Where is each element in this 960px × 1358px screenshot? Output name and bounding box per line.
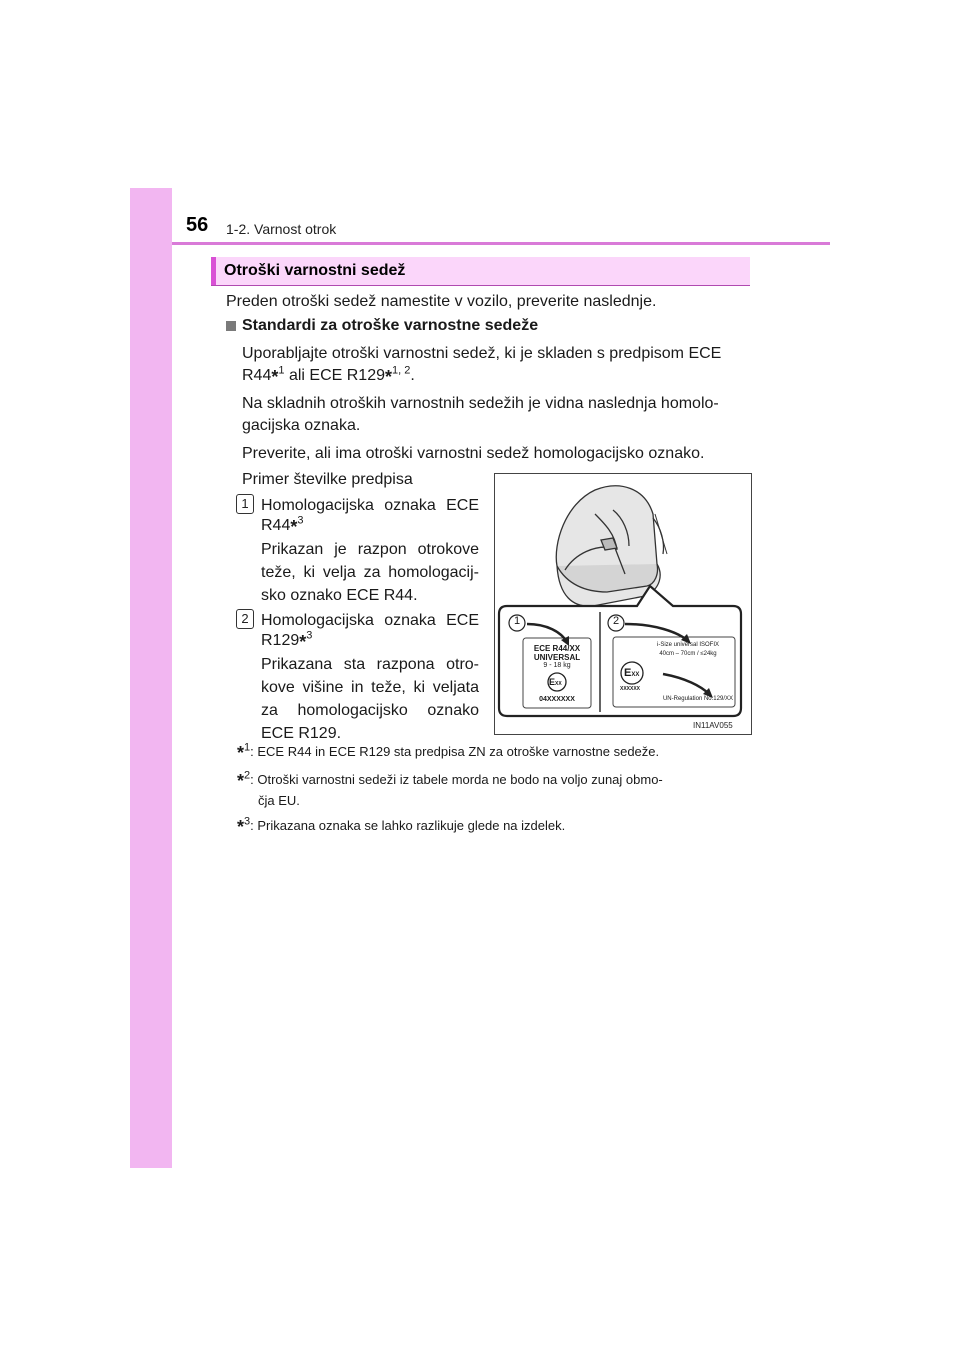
label2-emark-icon: EXX — [624, 667, 640, 679]
section-title-rule — [211, 285, 750, 286]
item2-desc-line4: ECE R129. — [261, 725, 342, 742]
para2-line2: gacijska oznaka. — [242, 417, 361, 434]
item1-desc-line2: teže, ki velja za homologacij- — [261, 564, 479, 581]
item2-desc-line3: za homologacijsko oznako — [261, 702, 479, 719]
page-number: 56 — [186, 214, 209, 236]
footnote-2-cont: čja EU. — [258, 793, 300, 808]
para3: Preverite, ali ima otroški varnostni sedež homologacijsko oznako. — [242, 445, 705, 462]
child-seat-figure — [494, 473, 752, 735]
label2-regulation: UN-Regulation No.129/XX — [662, 696, 733, 702]
section-title-accent — [211, 257, 216, 285]
label1-number: 04XXXXXX — [539, 696, 575, 703]
item2-desc-line1: Prikazana sta razpona otro- — [261, 656, 479, 673]
label1-emark-icon: EXX — [549, 677, 562, 687]
intro-text: Preden otroški sedež namestite v vozilo, preverite naslednje. — [226, 293, 657, 310]
label1-line1: ECE R44/XX — [533, 644, 581, 653]
child-seat-illustration — [495, 474, 751, 734]
footnote-3: *$^3$: Prikazana oznaka se lahko razlikuje glede na izdelek. — [237, 815, 566, 837]
label2-line1: i-Size universal ISOFIX — [656, 642, 720, 648]
footnote-1: *$^1$: ECE R44 in ECE R129 sta predpisa ZN za otroške varnostne sedeže. — [237, 741, 660, 763]
figure-code: IN11AV055 — [693, 721, 733, 730]
label2-line2: 40cm – 70cm / ≤24kg — [659, 651, 717, 657]
footnote-2: *$^2$: Otroški varnostni sedeži iz tabele morda ne bodo na voljo zunaj obmo- — [237, 769, 663, 791]
item1-desc-line1: Prikazan je razpon otrokove — [261, 541, 479, 558]
para1-line1: Uporabljajte otroški varnostni sedež, ki je skladen s predpisom ECE — [242, 345, 722, 362]
item2-desc-line2: kove višine in teže, ki veljata — [261, 679, 479, 696]
section-path: 1-2. Varnost otrok — [226, 221, 337, 237]
header-rule — [172, 242, 830, 245]
item1-desc-line3: sko oznako ECE R44. — [261, 587, 418, 604]
chapter-sidebar — [130, 188, 172, 1168]
label2-number: XXXXXX — [620, 686, 641, 692]
subheading: Standardi za otroške varnostne sedeže — [242, 317, 539, 334]
label1-line3: 9 - 18 kg — [543, 662, 571, 669]
item2-title: Homologacijska oznaka ECE — [261, 612, 479, 629]
example-label: Primer številke predpisa — [242, 471, 413, 488]
item-number-2: 2 — [236, 609, 254, 629]
item-number-1: 1 — [236, 494, 254, 514]
item1-title-line2: R44*$^3$ — [261, 514, 304, 537]
para2-line1: Na skladnih otroških varnostnih sedežih je vidna naslednja homolo- — [242, 395, 719, 412]
section-title: Otroški varnostni sedež — [224, 262, 406, 279]
figure-callout-1: 1 — [513, 615, 521, 627]
label1-line2: UNIVERSAL — [533, 653, 581, 662]
item1-title: Homologacijska oznaka ECE — [261, 497, 479, 514]
item2-title-line2: R129*$^3$ — [261, 629, 313, 652]
square-bullet-icon — [226, 321, 236, 331]
para1-line2: R44*$^1$ ali ECE R129*$^{1, 2}$. — [242, 364, 415, 387]
figure-callout-2: 2 — [612, 615, 620, 627]
